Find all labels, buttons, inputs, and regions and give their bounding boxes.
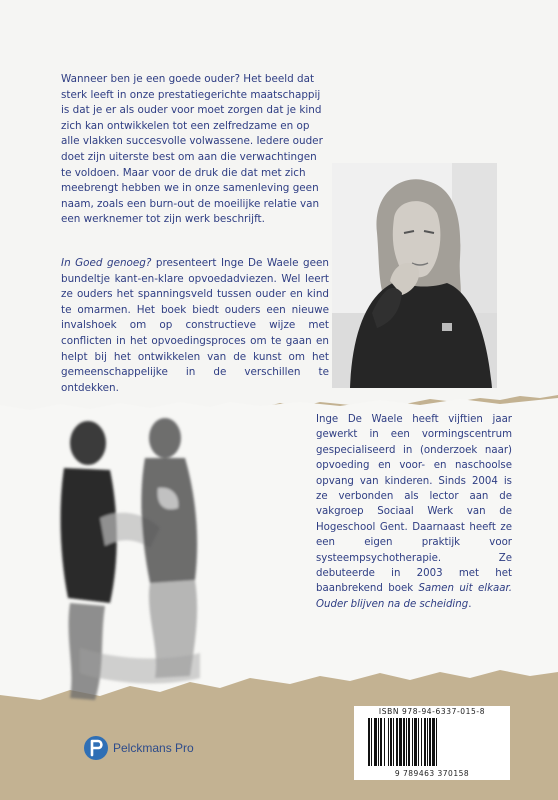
bio-end: .	[468, 598, 472, 610]
summary-paragraph	[61, 256, 329, 396]
pelckmans-logo-icon	[83, 735, 109, 761]
publisher-logo	[83, 735, 194, 761]
barcode	[354, 706, 510, 780]
summary-book-title: In Goed genoeg?	[61, 257, 152, 269]
isbn-label: ISBN 978-94-6337-015-8	[378, 707, 486, 716]
bio-text: Inge De Waele heeft vijftien jaar gewerkt in een vormingscentrum gespecialiseerd in (onderzoek naar) opvoeding en voor- en naschoolse opvang van kinderen. Sinds 2004 is ze verbonden als lector aan de vakgroep Sociaal Werk van de Hogeschool Gent. Daarnaast heeft ze een eigen praktijk voor systeempsychotherapie. Ze debuteerde in 2003 met het baanbrekend boek	[316, 414, 512, 595]
author-bio	[316, 412, 512, 612]
intro-paragraph: Wanneer ben je een goede ouder? Het beeld dat sterk leeft in onze prestatiegerichte maatschappij is dat je er als ouder voor moet zorgen dat je kind zich kan ontwikkelen tot een zelfredzame en op alle vlakken succesvolle volwassene. Iedere ouder doet zijn uiterste best om aan die verwachtingen te voldoen. Maar voor de druk die dat met zich meebrengt hebben we in onze samenleving geen naam, zoals een burn-out de moeilijke relatie van een werknemer tot zijn werk beschrijft.	[61, 73, 323, 226]
summary-text: presenteert Inge De Waele geen bundeltje kant-en-klare opvoedadviezen. Wel leert ze ouders het spanningsveld tussen ouder en kind te omarmen. Het boek biedt ouders een nieuwe invalshoek om op constructieve wijze met conflicten in het opvoedingsproces om te gaan en helpt bij het ontwikkelen van de kunst om het gemeenschappelijke in de verschillen te ontdekken.	[61, 257, 329, 394]
publisher-name: Pelckmans Pro	[113, 741, 194, 755]
barcode-number: 9 789463 370158	[394, 769, 470, 778]
author-photo	[332, 163, 497, 388]
watercolor-illustration	[50, 408, 230, 708]
bio-book-title: Samen uit elkaar. Ouder blijven na de scheiding	[316, 583, 512, 610]
barcode-bars	[368, 718, 498, 766]
